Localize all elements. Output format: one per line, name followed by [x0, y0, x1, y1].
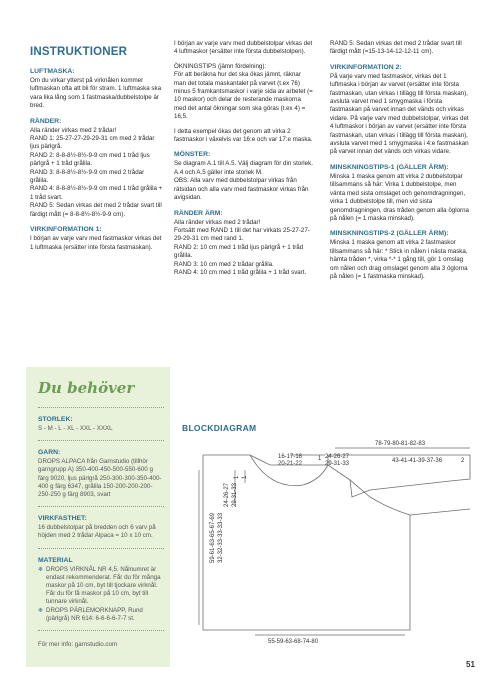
rander-text-3: RAND 2: 8-8-8½-8½-9-9 cm med 1 tråd ljus pärlgrå + 1 tråd grålila.: [30, 151, 150, 168]
column-2: [174, 40, 314, 283]
diagram-label-mid-1: 1: [318, 456, 322, 462]
virkinformation-2-heading: VIRKINFORMATION 2:: [330, 63, 402, 71]
rander-arm-text-5: RAND 4: 10 cm med 1 tråd grålila + 1 tråd svart.: [174, 268, 307, 276]
rander-heading: RÄNDER:: [30, 117, 62, 125]
diagram-label-v-mid-1: 24-26-27: [224, 482, 230, 507]
rander-arm-text-2: Fortsätt med RAND 1 till det har virkats 25-27-27-29-29-31 cm med rand 1.: [174, 226, 310, 243]
diagram-label-mid-b1: 24-26-27: [325, 454, 350, 460]
material-text-2: DROPS PÄRLEMORKNAPP, Rund (pärlgrå) NR 614: 6-6-6-6-7-7 st.: [46, 606, 143, 622]
snowflake-icon: ❄: [38, 606, 44, 614]
rander-arm-text-3: RAND 2: 10 cm med 1 tråd ljus pärlgrå + 1 tråd grålila.: [174, 243, 304, 260]
monster-text-1: Se diagram A.1 till A.5. Välj diagram för din storlek.: [174, 160, 313, 168]
diagram-label-left-a2: 20-21-22: [278, 461, 303, 467]
okningstips-heading: ÖKNINGSTIPS (jämn fördelning):: [174, 62, 267, 70]
diagram-label-sleeve-end: 2: [461, 458, 465, 464]
section-title: INSTRUKTIONER: [30, 46, 128, 58]
virkfasthet-heading: VIRKFASTHET:: [38, 515, 87, 523]
snowflake-icon: ❄: [38, 565, 44, 573]
divider: [38, 630, 164, 631]
minskningstips-1-heading: MINSKNINGSTIPS-1 (GÄLLER ÄRM):: [330, 163, 449, 171]
diagram-label-v-top-2: 1: [242, 475, 248, 479]
rander-text-2: RAND 1: 25-27-27-29-29-31 cm med 2 trådar ljus pärlgrå.: [30, 135, 155, 151]
divider: [38, 407, 164, 408]
diagram-label-mid-b2: 29-31-33: [325, 461, 350, 467]
du-behover-box: [26, 367, 170, 667]
luftmaska-heading: LUFTMASKA:: [30, 68, 75, 75]
virkinformation-1-heading: VIRKINFORMATION 1:: [30, 226, 102, 234]
virkinformation-2-text: På varje varv med fastmaskor, virkas det 1 luftmaska i början av varvet (ersätter inte första fastmaskan, utan virkas i tillägg till första maskan), avsluta varvet med 1 smygmaska i första fastmaskan på varvet innan det vänds och virkas vidare. På varje varv med dubbelstolpar, virkas det 4 luftmaskor i början av varvet (ersätter inte första fastmaskan, utan virkas i tillägg till första maskan), avsluta varvet med 1 smygmaska i 4:e fastmaskan på varvet innan det vänds och virkas vidare.: [330, 72, 469, 156]
diagram-label-v-top-1: 1: [234, 475, 240, 479]
more-info-link[interactable]: För mer info: garnstudio.com: [38, 641, 118, 649]
monster-heading: MÖNSTER:: [174, 151, 211, 159]
storlek-heading: STORLEK:: [38, 416, 73, 423]
luftmaska-text: Om du virkar ytterst på virknålen kommer luftmaskan ofta att bli för stram. 1 luftmaska ska vara lika lång som 1 fastmaska/dubbelstolpe är bred.: [30, 77, 162, 110]
rander-arm-text-4: RAND 3: 10 cm med 2 trådar grålila.: [174, 260, 274, 268]
rander-text-5: RAND 4: 8-8-8½-8½-9-9 cm med 1 tråd grålila + 1 tråd svart.: [30, 185, 163, 201]
minskningstips-2-heading: MINSKNINGSTIPS-2 (GÄLLER ÄRM):: [330, 230, 449, 238]
divider: [38, 506, 164, 507]
diagram-label-top-right: 78-79-80-81-82-83: [375, 441, 426, 447]
rander-text-6: RAND 5: Sedan virkas det med 2 trådar svart till färdigt mått (= 8-8-8½-8½-9-9 cm).: [30, 202, 162, 218]
sleeve-lower-outline: [410, 509, 470, 515]
monster-text-2: A.4 och A.5 gäller inte storlek M.: [174, 168, 263, 176]
virkfasthet-text: 16 dubbelstolpar på bredden och 6 varv på höjden med 2 trådar Alpaca = 10 x 10 cm.: [38, 524, 156, 540]
okningstips-text: För att beräkna hur det ska ökas jämnt, räknar man det totala maskantalet på varvet (t.ex 76) minus 5 framkantsmaskor i varje sida av arbetet (= 10 maskor) och delar de resterande maskorna med det antal ökningar som ska göras (t.ex 4) = 16,5.: [174, 71, 313, 121]
rander-arm-heading: RÄNDER ÄRM:: [174, 209, 223, 217]
du-behover-content: [38, 377, 164, 648]
rander-text-1: Alla ränder virkas med 2 trådar!: [30, 126, 117, 134]
garment-outline: [203, 455, 470, 630]
diagram-label-left-a1: 16-17-18: [278, 454, 303, 460]
diagram-label-sleeve-right: 43-41-41-39-37-36: [392, 458, 443, 464]
block-diagram: [170, 435, 490, 660]
minskningstips-1-text: Minska 1 maska genom att virka 2 dubbelstolpar tillsammans så här: Virka 1 dubbelstolpe, men vänta med sista omslaget och genomdragningen, virka 1 dubbelstolpe till, men vid sista genomdragningen, dras tråden genom alla öglorna på nålen (= 1 maska minskad).: [330, 172, 469, 222]
divider: [38, 548, 164, 549]
diagram-label-v-mid-2: 29-31-33: [232, 482, 238, 507]
minskningstips-2-text: Minska 1 maska genom att virka 2 fastmaskor tillsammans så här: * Stick in nålen i nästa maska, hämta tråden *, virka *-* 1 gång till, gör 1 omslag om nålen och drag omslaget genom alla 3 öglorna på nålen (= 1 fastmaska minskad).: [330, 239, 468, 280]
material-item: [38, 607, 164, 623]
okningstips-example: I detta exempel ökas det genom att virka 2 fastmaskor i växelvis var 16:e och var 17:e maska.: [174, 127, 313, 144]
garn-heading: GARN:: [38, 449, 61, 457]
col2-intro: I början av varje varv med dubbelstolpar virkas det 4 luftmaskor (ersätter inte första dubbelstolpen).: [174, 40, 313, 56]
diagram-label-v-left-2: 32-32-33-33-33-33: [218, 512, 224, 563]
page-number: 51: [466, 660, 475, 669]
du-behover-heading: Du behöver: [38, 379, 135, 397]
virkinformation-1-text: I början av varje varv med fastmaskor virkas det 1 luftmaska (ersätter inte första fastmaskan).: [30, 235, 162, 251]
garn-text: DROPS ALPACA från Garnstudio (tillhör garngrupp A) 350-400-450-500-550-600 g färg 9020, ljus pärlgrå 250-300-300-350-400-400 g färg 6347, grålila 150-200-200-200-250-250 g färg 8903, svart: [38, 458, 162, 499]
col3-intro: RAND 5: Sedan virkas det med 2 trådar svart till färdigt mått (=15-13-14-12-12-11 cm).: [330, 40, 462, 56]
body-left-outline: [203, 455, 410, 630]
rander-text-4: RAND 3: 8-8-8½-8½-9-9 cm med 2 trådar grålila.: [30, 168, 145, 185]
monster-text-3: OBS: Alla varv med dubbelstolpar virkas från rätsidan och alla varv med fastmaskor virkas från avigsidan.: [174, 177, 309, 202]
material-heading: MATERIAL: [38, 556, 73, 564]
diagram-label-bottom: 55-59-63-68-74-80: [268, 639, 319, 645]
divider: [38, 440, 164, 441]
blockdiagram-title: BLOCKDIAGRAM: [182, 423, 257, 433]
storlek-text: S - M - L - XL - XXL - XXXL: [38, 425, 113, 432]
material-item: [38, 566, 164, 607]
rander-arm-text-1: Alla ränder virkas med 2 trådar!: [174, 218, 261, 226]
column-3: [330, 40, 472, 287]
diagram-label-v-left-1: 59-61-63-65-67-69: [210, 512, 216, 563]
material-text-1: DROPS VIRKNÅL NR 4,5. Nålnumret är endast rekommenderat. Får du för många maskor på 10 cm, byt till tjockare virknål. Får du för få maskor på 10 cm, byt till tunnare virknål.: [46, 565, 161, 606]
column-1: [30, 40, 164, 258]
